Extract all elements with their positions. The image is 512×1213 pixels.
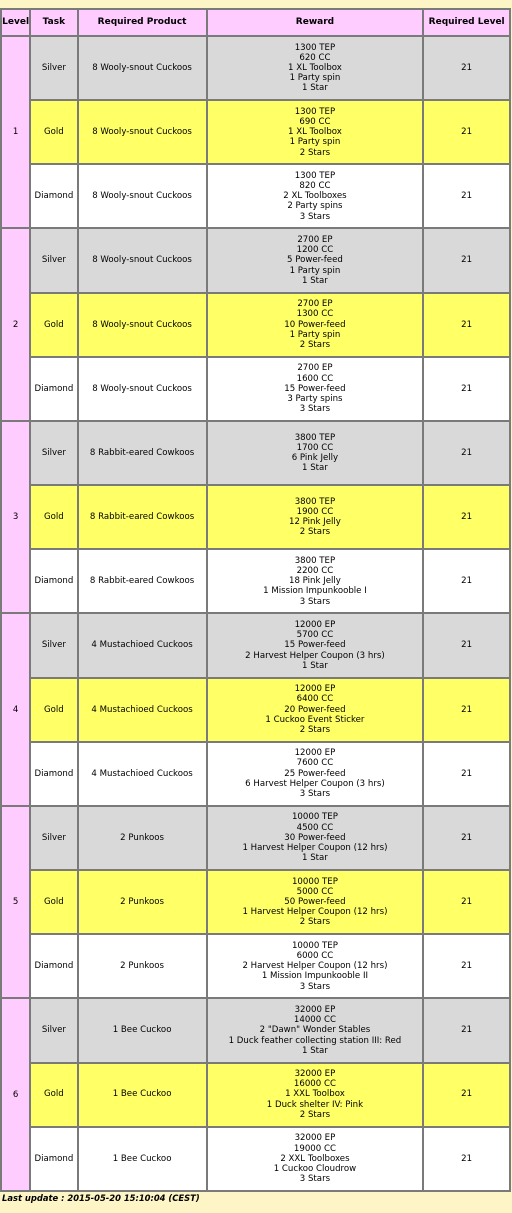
reward-line: 2 Stars [299, 147, 331, 158]
table-row [2, 679, 509, 741]
header-level: Level [2, 10, 29, 35]
task-cell: Silver [31, 422, 76, 484]
reward-cell [208, 999, 423, 1061]
reward-line: 12000 EP [294, 684, 336, 695]
reward-line: 2 XXL Toolboxes [280, 1153, 350, 1164]
reward-cell [208, 807, 423, 869]
table-body [2, 37, 509, 1190]
reward-line: 1 Cuckoo Cloudrow [273, 1163, 357, 1174]
reward-line: 3 Stars [299, 789, 331, 800]
required-product-cell: 8 Wooly-snout Cuckoos [79, 37, 206, 99]
reward-line: 1 XXL Toolbox [285, 1089, 345, 1100]
reward-cell [208, 1064, 423, 1126]
reward-line: 3800 TEP [294, 496, 336, 507]
reward-line: 20 Power-feed [284, 704, 346, 715]
header-required-level: Required Level [424, 10, 509, 35]
level-cell: 3 [2, 422, 29, 612]
level-cell: 1 [2, 37, 29, 227]
table-row [2, 165, 509, 227]
reward-line: 1 Party spin [289, 265, 341, 276]
reward-line: 1300 TEP [294, 42, 336, 53]
reward-line: 5 Power-feed [287, 255, 343, 266]
reward-line: 3 Stars [299, 404, 331, 415]
reward-line: 12 Pink Jelly [288, 517, 341, 528]
table-row [2, 1128, 509, 1190]
reward-line: 30 Power-feed [284, 832, 346, 843]
required-product-cell: 8 Wooly-snout Cuckoos [79, 358, 206, 420]
task-cell: Gold [31, 294, 76, 356]
reward-line: 15 Power-feed [284, 640, 346, 651]
level-cell: 5 [2, 807, 29, 997]
table-row [2, 999, 509, 1061]
reward-cell [208, 486, 423, 548]
reward-line: 2 "Dawn" Wonder Stables [259, 1025, 371, 1036]
level-cell: 4 [2, 614, 29, 804]
required-product-cell: 1 Bee Cuckoo [79, 999, 206, 1061]
reward-line: 12000 EP [294, 619, 336, 630]
header-reward: Reward [208, 10, 423, 35]
reward-line: 50 Power-feed [284, 897, 346, 907]
table-row [2, 486, 509, 548]
required-level-cell: 21 [424, 37, 509, 99]
reward-line: 1 Mission Impunkooble II [261, 971, 369, 982]
reward-line: 1 Party spin [289, 329, 341, 340]
header-row [2, 10, 509, 35]
required-product-cell: 4 Mustachioed Cuckoos [79, 679, 206, 741]
reward-line: 3 Stars [299, 1174, 331, 1185]
rewards-table [0, 8, 511, 1192]
reward-cell [208, 229, 423, 291]
required-product-cell: 2 Punkoos [79, 935, 206, 997]
reward-cell [208, 935, 423, 997]
reward-cell [208, 679, 423, 741]
reward-line: 1300 CC [296, 309, 334, 320]
reward-line: 1900 CC [296, 506, 334, 517]
reward-line: 1200 CC [296, 245, 334, 256]
reward-cell [208, 422, 423, 484]
reward-line: 32000 EP [294, 1069, 336, 1080]
required-level-cell: 21 [424, 550, 509, 612]
level-cell: 2 [2, 229, 29, 419]
level-cell: 6 [2, 999, 29, 1190]
required-level-cell: 21 [424, 1128, 509, 1190]
reward-line: 4500 CC [296, 822, 334, 833]
required-level-cell: 21 [424, 101, 509, 163]
required-product-cell: 8 Wooly-snout Cuckoos [79, 229, 206, 291]
reward-line: 12000 EP [294, 748, 336, 759]
reward-line: 1 Duck shelter IV: Pink [266, 1099, 364, 1110]
required-level-cell: 21 [424, 358, 509, 420]
reward-cell [208, 37, 423, 99]
task-cell: Gold [31, 1064, 76, 1126]
reward-line: 2 XL Toolboxes [283, 191, 347, 202]
reward-line: 16000 CC [293, 1079, 336, 1090]
reward-line: 3 Stars [299, 596, 331, 607]
reward-line: 5000 CC [296, 886, 334, 897]
reward-cell [208, 743, 423, 805]
reward-line: 3 Party spins [287, 393, 343, 404]
task-cell: Diamond [31, 358, 76, 420]
task-cell: Gold [31, 679, 76, 741]
reward-cell [208, 550, 423, 612]
task-cell: Silver [31, 229, 76, 291]
reward-line: 2200 CC [296, 566, 334, 577]
required-product-cell: 1 Bee Cuckoo [79, 1064, 206, 1126]
required-level-cell: 21 [424, 229, 509, 291]
task-cell: Silver [31, 807, 76, 869]
table-row [2, 871, 509, 933]
required-product-cell: 8 Wooly-snout Cuckoos [79, 294, 206, 356]
reward-line: 1 Harvest Helper Coupon (12 hrs) [242, 843, 388, 854]
reward-line: 1 Party spin [289, 137, 341, 148]
reward-line: 1300 TEP [294, 170, 336, 181]
reward-line: 10 Power-feed [284, 319, 346, 330]
reward-line: 2700 EP [297, 235, 333, 246]
reward-line: 1 Mission Impunkooble I [263, 586, 367, 597]
reward-cell [208, 294, 423, 356]
reward-line: 18 Pink Jelly [288, 576, 341, 587]
table-row [2, 550, 509, 612]
required-level-cell: 21 [424, 486, 509, 548]
required-product-cell: 2 Punkoos [79, 807, 206, 869]
reward-cell [208, 614, 423, 676]
reward-line: 820 CC [299, 181, 331, 192]
task-cell: Diamond [31, 550, 76, 612]
reward-line: 1300 TEP [294, 106, 336, 117]
reward-line: 6 Pink Jelly [291, 453, 339, 464]
task-cell: Gold [31, 486, 76, 548]
task-cell: Diamond [31, 165, 76, 227]
required-product-cell: 4 Mustachioed Cuckoos [79, 614, 206, 676]
reward-line: 1 Star [302, 463, 328, 474]
reward-cell [208, 358, 423, 420]
required-product-cell: 8 Wooly-snout Cuckoos [79, 165, 206, 227]
reward-line: 1 XL Toolbox [288, 127, 342, 138]
reward-line: 3800 TEP [294, 555, 336, 566]
required-level-cell: 21 [424, 999, 509, 1061]
reward-line: 1 Star [302, 1045, 328, 1056]
reward-line: 10000 TEP [291, 876, 338, 887]
reward-cell [208, 1128, 423, 1190]
table-row [2, 743, 509, 805]
reward-line: 690 CC [299, 116, 331, 127]
last-update: Last update : 2015-05-20 15:10:04 (CEST) [2, 1193, 200, 1203]
reward-line: 1 Cuckoo Event Sticker [265, 714, 365, 725]
required-level-cell: 21 [424, 743, 509, 805]
task-cell: Silver [31, 37, 76, 99]
required-product-cell: 8 Rabbit-eared Cowkoos [79, 422, 206, 484]
reward-line: 2 Harvest Helper Coupon (3 hrs) [245, 650, 385, 661]
reward-line: 2700 EP [297, 299, 333, 310]
reward-line: 1 Star [302, 660, 328, 671]
reward-line: 2 Stars [299, 527, 331, 538]
reward-line: 6400 CC [296, 694, 334, 705]
table-row [2, 294, 509, 356]
reward-line: 10000 TEP [291, 940, 338, 951]
reward-line: 10000 TEP [291, 812, 338, 823]
reward-line: 1600 CC [296, 373, 334, 384]
reward-line: 2700 EP [297, 363, 333, 374]
reward-line: 3 Stars [299, 211, 331, 222]
task-cell: Silver [31, 999, 76, 1061]
reward-line: 2 Stars [299, 1109, 331, 1120]
table-row [2, 358, 509, 420]
reward-line: 1 Star [302, 83, 328, 94]
reward-line: 7600 CC [296, 758, 334, 769]
reward-cell [208, 165, 423, 227]
table-row [2, 101, 509, 163]
reward-line: 6 Harvest Helper Coupon (3 hrs) [245, 778, 385, 789]
reward-line: 15 Power-feed [284, 383, 346, 394]
reward-line: 2 Party spins [287, 201, 343, 212]
required-level-cell: 21 [424, 935, 509, 997]
reward-line: 3800 TEP [294, 432, 336, 443]
task-cell: Gold [31, 101, 76, 163]
header-task: Task [31, 10, 76, 35]
required-level-cell: 21 [424, 422, 509, 484]
task-cell: Diamond [31, 935, 76, 997]
reward-line: 5700 CC [296, 630, 334, 641]
reward-line: 1 Harvest Helper Coupon (12 hrs) [242, 907, 388, 918]
reward-line: 2 Harvest Helper Coupon (12 hrs) [242, 961, 388, 972]
reward-line: 620 CC [299, 52, 331, 63]
reward-line: 6000 CC [296, 950, 334, 961]
required-level-cell: 21 [424, 679, 509, 741]
table-row [2, 229, 509, 291]
reward-line: 2 Stars [299, 340, 331, 350]
required-product-cell: 4 Mustachioed Cuckoos [79, 743, 206, 805]
required-level-cell: 21 [424, 1064, 509, 1126]
task-cell: Diamond [31, 743, 76, 805]
required-level-cell: 21 [424, 614, 509, 676]
reward-line: 14000 CC [293, 1015, 336, 1026]
reward-line: 25 Power-feed [284, 768, 346, 779]
reward-line: 1 Duck feather collecting station III: Red [228, 1035, 402, 1046]
reward-line: 1 Party spin [289, 73, 341, 84]
reward-line: 19000 CC [293, 1143, 336, 1154]
table-row [2, 37, 509, 99]
task-cell: Gold [31, 871, 76, 933]
required-level-cell: 21 [424, 871, 509, 933]
table-row [2, 935, 509, 997]
required-product-cell: 1 Bee Cuckoo [79, 1128, 206, 1190]
task-cell: Diamond [31, 1128, 76, 1190]
reward-cell [208, 101, 423, 163]
reward-line: 1 Star [302, 275, 328, 286]
required-level-cell: 21 [424, 294, 509, 356]
reward-line: 1 XL Toolbox [288, 62, 342, 73]
reward-line: 32000 EP [294, 1004, 336, 1015]
required-product-cell: 8 Wooly-snout Cuckoos [79, 101, 206, 163]
required-product-cell: 8 Rabbit-eared Cowkoos [79, 486, 206, 548]
table-row [2, 807, 509, 869]
task-cell: Silver [31, 614, 76, 676]
reward-cell [208, 871, 423, 933]
reward-line: 32000 EP [294, 1133, 336, 1144]
required-level-cell: 21 [424, 807, 509, 869]
required-product-cell: 2 Punkoos [79, 871, 206, 933]
table-row [2, 1064, 509, 1126]
header-required-product: Required Product [79, 10, 206, 35]
required-level-cell: 21 [424, 165, 509, 227]
reward-line: 2 Stars [299, 724, 331, 735]
table-row [2, 614, 509, 676]
reward-line: 1700 CC [296, 442, 334, 453]
required-product-cell: 8 Rabbit-eared Cowkoos [79, 550, 206, 612]
reward-line: 3 Stars [299, 981, 331, 992]
reward-line: 1 Star [302, 853, 328, 864]
reward-line: 2 Stars [299, 917, 331, 928]
table-row [2, 422, 509, 484]
